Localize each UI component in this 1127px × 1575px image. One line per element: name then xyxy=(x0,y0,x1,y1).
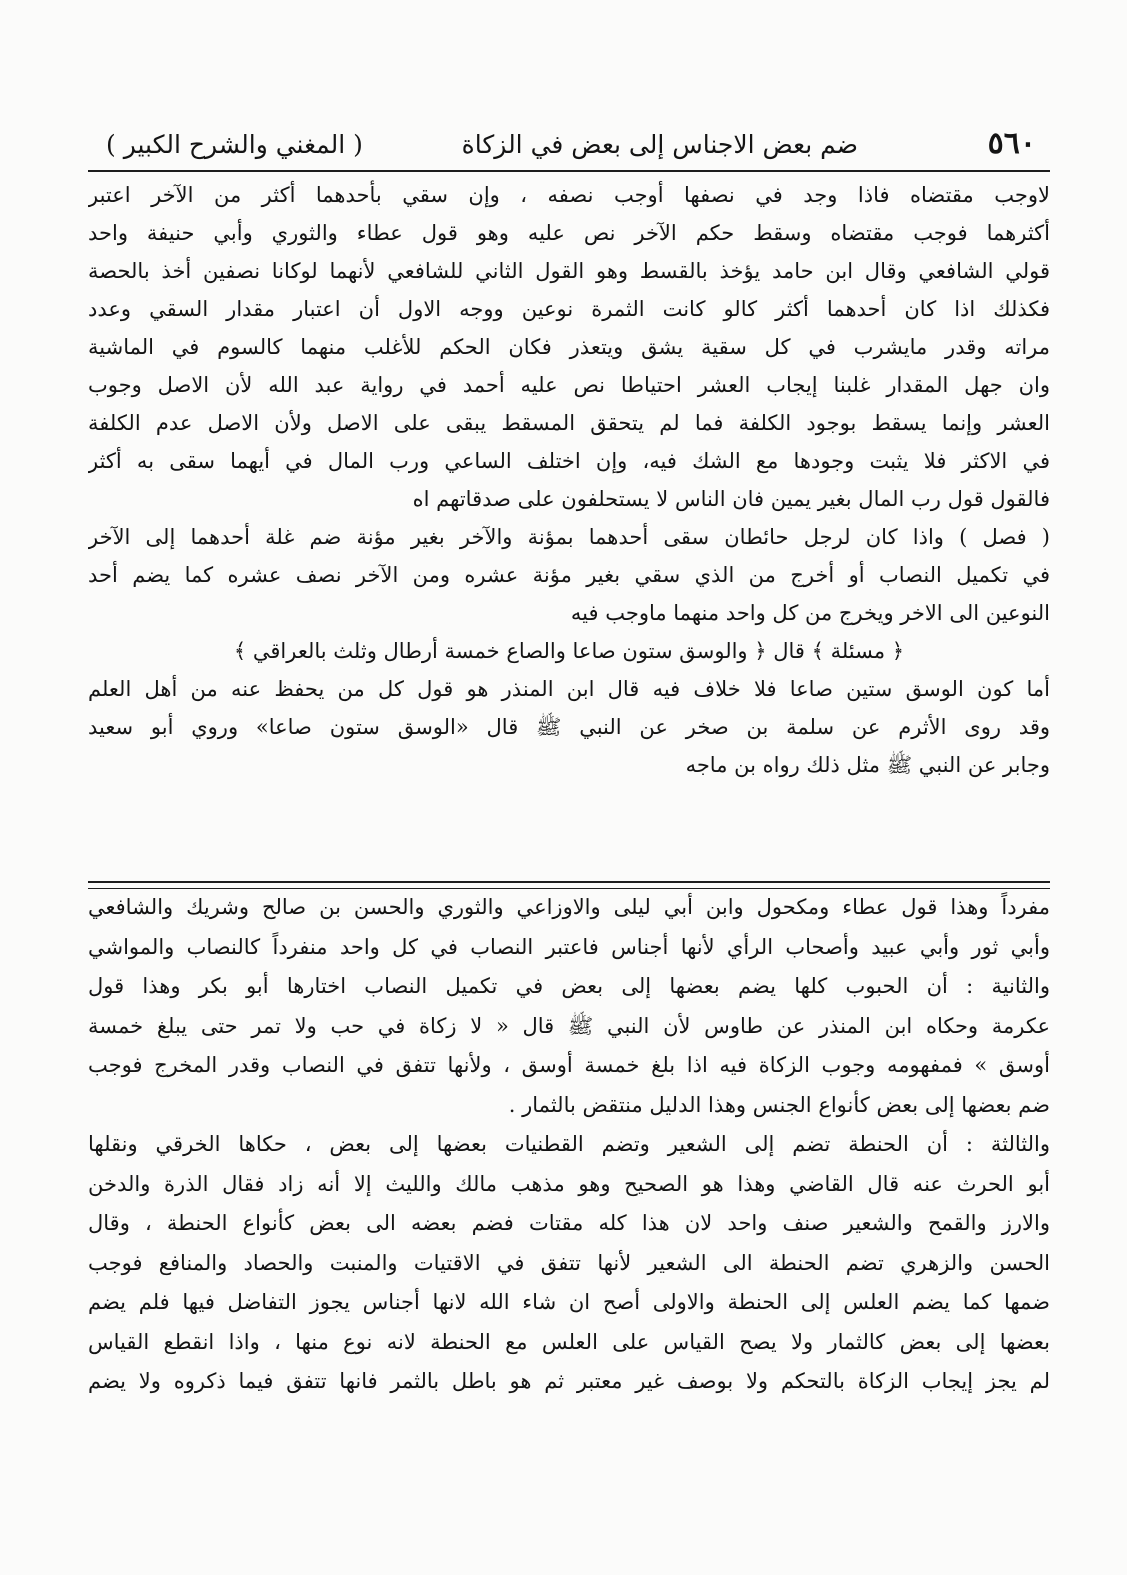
commentary-line: وأبي ثور وأبي عبيد وأصحاب الرأي لأنها أجناس فاعتبر النصاب في كل واحد منفرداً كالنصاب والمواشي xyxy=(88,934,1050,959)
commentary-line: ضم بعضها إلى بعض كأنواع الجنس وهذا الدليل منتقض بالثمار . xyxy=(508,1092,1050,1117)
main-line: ( فصل ) واذا كان لرجل حائطان سقى أحدهما بمؤنة والآخر بغير مؤنة ضم غلة أحدهما إلى الآخر xyxy=(88,525,1050,549)
commentary-line: بعضها إلى بعض كالثمار ولا يصح القياس على العلس مع الحنطة لانه نوع منها ، واذا انقطع القياس xyxy=(88,1329,1050,1354)
commentary-line: الحسن والزهري تضم الحنطة الى الشعير لأنها تتفق في الاقتيات والمنبت والحصاد والمنافع فوجب xyxy=(88,1250,1050,1275)
commentary-text xyxy=(88,888,1050,1402)
main-line: وان جهل المقدار غلبنا إيجاب العشر احتياطا نص عليه أحمد في رواية عبد الله لأن الاصل وجوب xyxy=(88,373,1050,397)
main-line: في الاكثر فلا يثبت وجودها مع الشك فيه، وإن اختلف الساعي ورب المال في أيهما سقى به أكثر xyxy=(88,449,1050,473)
commentary-line: أبو الحرث عنه قال القاضي وهذا هو الصحيح وهو مذهب مالك والليث إلا أنه زاد فقال الذرة والدخن xyxy=(88,1171,1050,1196)
main-line: وجابر عن النبي ﷺ مثل ذلك رواه بن ماجه xyxy=(685,753,1050,777)
main-line: وقد روى الأثرم عن سلمة بن صخر عن النبي ﷺ قال «الوسق ستون صاعا» وروي أبو سعيد xyxy=(88,715,1050,739)
main-line: أما كون الوسق ستين صاعا فلا خلاف فيه قال ابن المنذر هو قول كل من يحفظ عنه من أهل العلم xyxy=(88,677,1050,701)
commentary-line: مفرداً وهذا قول عطاء ومكحول وابن أبي ليلى والاوزاعي والثوري والحسن بن صالح وشريك والشافعي xyxy=(88,895,1050,919)
page-header xyxy=(88,126,1048,166)
masala-heading: ﴿ مسئلة ﴾ قال ﴿ والوسق ستون صاعا والصاع خمسة أرطال وثلث بالعراقي ﴾ xyxy=(233,639,905,663)
commentary-line: أوسق » فمفهومه وجوب الزكاة فيه اذا بلغ خمسة أوسق ، ولأنها تتفق في النصاب وقدر المخرج فوجب xyxy=(88,1053,1050,1077)
main-text xyxy=(88,176,1050,784)
section-title: ضم بعض الاجناس إلى بعض في الزكاة xyxy=(461,130,858,159)
main-line: النوعين الى الاخر ويخرج من كل واحد منهما ماوجب فيه xyxy=(570,601,1050,625)
commentary-line: لم يجز إيجاب الزكاة بالتحكم ولا بوصف غير معتبر ثم هو باطل بالثمر فانها تتفق فيما ذكروه ولا يضم xyxy=(88,1369,1050,1393)
header-rule xyxy=(88,170,1050,172)
main-line: فالقول قول رب المال بغير يمين فان الناس لا يستحلفون على صدقاتهم اه xyxy=(412,487,1050,511)
main-line: مراته وقدر مايشرب في كل سقية يشق ويتعذر فكان الحكم للأغلب منهما كالسوم في الماشية xyxy=(88,335,1050,359)
main-line: فكذلك اذا كان أحدهما أكثر كالو كانت الثمرة نوعين ووجه الاول أن اعتبار مقدار السقي وعدد xyxy=(88,297,1050,321)
main-line: العشر وإنما يسقط بوجود الكلفة فما لم يتحقق المسقط يبقى على الاصل ولأن الاصل عدم الكلفة xyxy=(88,411,1050,435)
page-number: ٥٦٠ xyxy=(987,126,1036,161)
commentary-line: والارز والقمح والشعير صنف واحد لان هذا كله مقتات فضم بعضه الى بعض كأنواع الحنطة ، وقال xyxy=(88,1211,1050,1235)
commentary-line: عكرمة وحكاه ابن المنذر عن طاوس لأن النبي ﷺ قال « لا زكاة في حب ولا تمر حتى يبلغ خمسة xyxy=(88,1013,1050,1038)
main-line: قولي الشافعي وقال ابن حامد يؤخذ بالقسط وهو القول الثاني للشافعي لأنهما لوكانا نصفين أخذ بالحصة xyxy=(88,259,1050,283)
commentary-line: ضمها كما يضم العلس إلى الحنطة والاولى أصح ان شاء الله لانها أجناس يجوز التفاضل فيها فلم يضم xyxy=(88,1290,1050,1314)
main-line: في تكميل النصاب أو أخرج من الذي سقي بغير مؤنة عشره ومن الآخر نصف عشره كما يضم أحد xyxy=(88,563,1050,587)
commentary-line: والثالثة : أن الحنطة تضم إلى الشعير وتضم القطنيات بعضها إلى بعض ، حكاها الخرقي ونقلها xyxy=(88,1132,1050,1156)
main-line: لاوجب مقتضاه فاذا وجد في نصفها أوجب نصفه ، وإن سقي بأحدهما أكثر من الآخر اعتبر xyxy=(88,183,1050,207)
book-title: ( المغني والشرح الكبير ) xyxy=(106,130,363,159)
commentary-line: والثانية : أن الحبوب كلها يضم بعضها إلى بعض في تكميل النصاب اختارها أبو بكر وهذا قول xyxy=(88,974,1050,998)
main-line: أكثرهما فوجب مقتضاه وسقط حكم الآخر نص عليه وهو قول عطاء والثوري وأبي حنيفة واحد xyxy=(88,221,1050,245)
